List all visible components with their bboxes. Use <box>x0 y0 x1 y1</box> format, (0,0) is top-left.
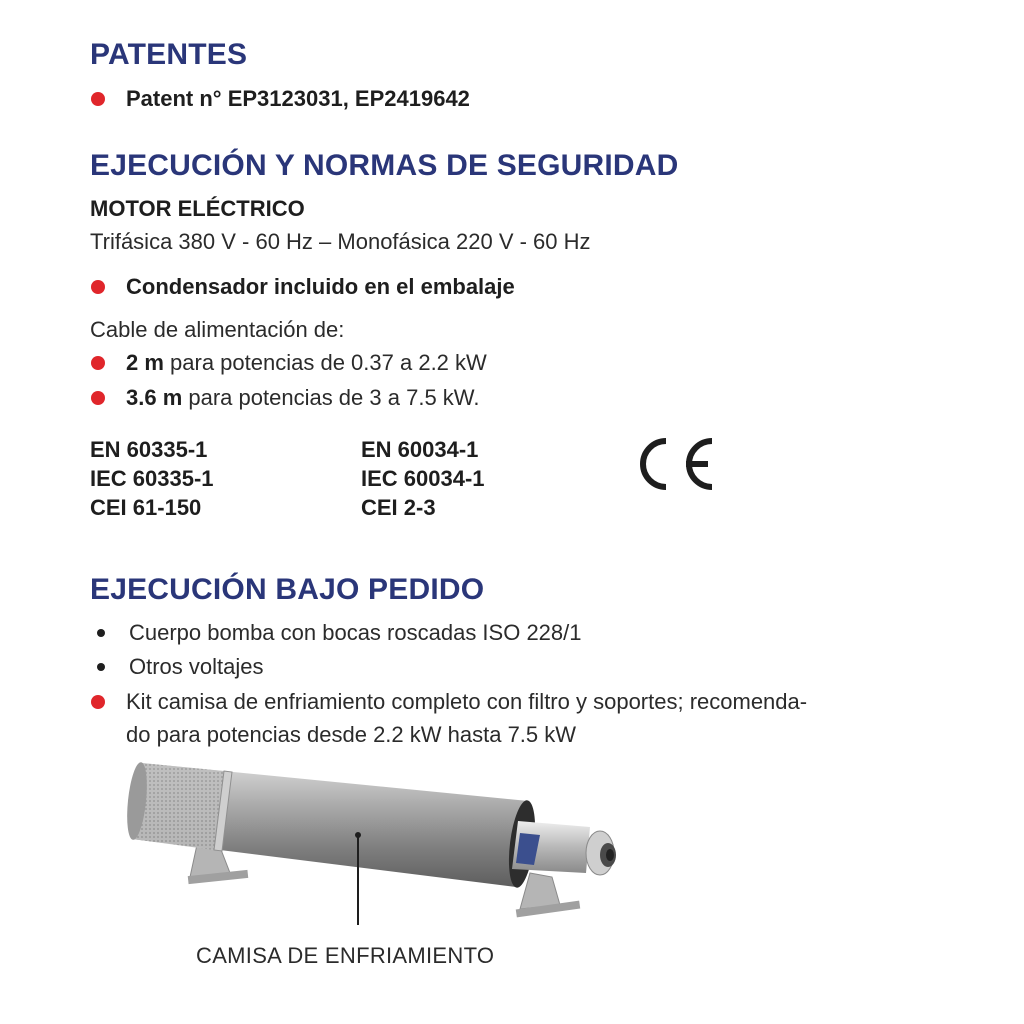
motor-title: MOTOR ELÉCTRICO <box>90 196 305 221</box>
normas-column-2 <box>361 435 485 522</box>
kit-line-1: Kit camisa de enfriamiento completo con filtro y soportes; recomenda- <box>126 689 808 714</box>
norma-code: EN 60335-1 <box>90 437 208 462</box>
bajo-pedido-item <box>94 654 264 680</box>
cable-intro: Cable de alimentación de: <box>90 317 345 342</box>
cable-length: 2 m <box>126 350 164 375</box>
cable-length: 3.6 m <box>126 385 183 410</box>
norma-code: IEC 60335-1 <box>90 466 214 491</box>
ejecucion-title: EJECUCIÓN Y NORMAS DE SEGURIDAD <box>90 149 679 182</box>
bajo-pedido-text: Otros voltajes <box>129 654 264 679</box>
bajo-pedido-item <box>94 620 582 646</box>
bajo-pedido-text: Cuerpo bomba con bocas roscadas ISO 228/1 <box>129 620 582 645</box>
norma-code: IEC 60034-1 <box>361 466 485 491</box>
patent-item <box>91 86 470 112</box>
red-bullet-icon <box>91 695 105 709</box>
ce-mark-icon <box>628 433 718 495</box>
red-bullet-icon <box>91 280 105 294</box>
red-bullet-icon <box>91 356 105 370</box>
cable-desc: para potencias de 3 a 7.5 kW. <box>182 385 480 410</box>
red-bullet-icon <box>91 92 105 106</box>
cooling-jacket-pump-image <box>120 755 640 930</box>
motor-description: Trifásica 380 V - 60 Hz – Monofásica 220 V - 60 Hz <box>90 229 591 254</box>
cable-desc: para potencias de 0.37 a 2.2 kW <box>163 350 487 375</box>
black-bullet-icon <box>97 629 105 637</box>
cable-item <box>91 385 479 411</box>
cable-item <box>91 350 487 376</box>
kit-line-2: do para potencias desde 2.2 kW hasta 7.5 kW <box>126 722 577 747</box>
patent-text: Patent n° EP3123031, EP2419642 <box>126 86 470 111</box>
norma-code: EN 60034-1 <box>361 437 479 462</box>
condensador-text: Condensador incluido en el embalaje <box>126 274 515 299</box>
patentes-title: PATENTES <box>90 38 248 71</box>
normas-column-1 <box>90 435 214 522</box>
black-bullet-icon <box>97 663 105 671</box>
bajo-pedido-title: EJECUCIÓN BAJO PEDIDO <box>90 573 485 606</box>
norma-code: CEI 2-3 <box>361 495 436 520</box>
norma-code: CEI 61-150 <box>90 495 202 520</box>
red-bullet-icon <box>91 391 105 405</box>
kit-item <box>91 689 807 715</box>
figure-caption: CAMISA DE ENFRIAMIENTO <box>196 943 495 968</box>
condensador-item <box>91 274 515 300</box>
